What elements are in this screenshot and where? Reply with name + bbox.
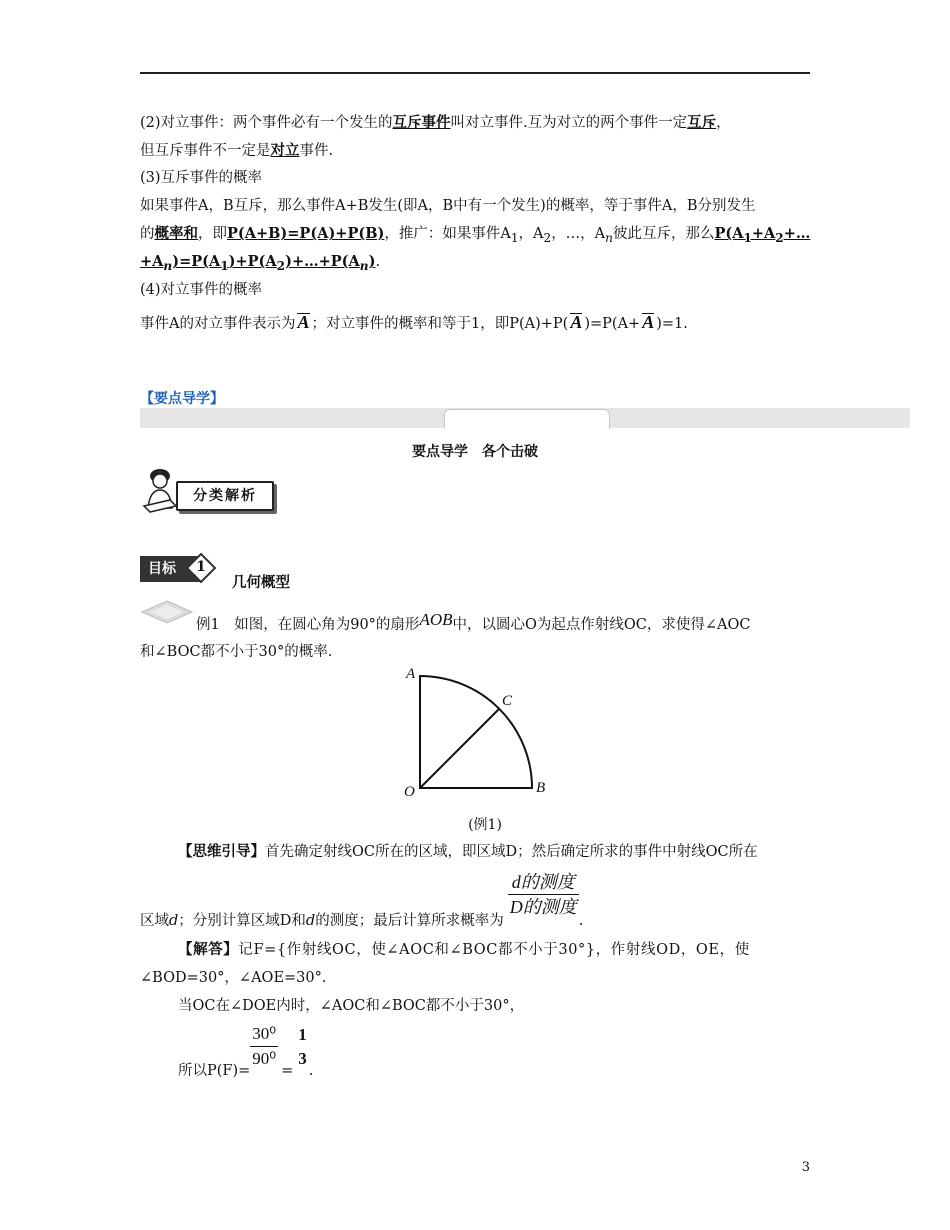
complement-a-symbol: A bbox=[297, 312, 310, 332]
formula-generalized-start bbox=[714, 225, 811, 245]
text: 彼此互斥，那么 bbox=[612, 226, 715, 242]
keyword-complementary: 对立 bbox=[270, 142, 300, 159]
subscript: n bbox=[605, 230, 613, 245]
text: 事件. bbox=[299, 143, 334, 159]
section2-line1 bbox=[140, 113, 731, 133]
target-label: 目标 bbox=[140, 556, 200, 582]
text: . bbox=[578, 913, 584, 929]
figure-caption: (例1) bbox=[468, 817, 502, 833]
category-badge bbox=[176, 481, 274, 511]
text: . bbox=[308, 1063, 314, 1079]
fraction-numerator: 30⁰ bbox=[250, 1022, 278, 1047]
complement-a-symbol: A bbox=[642, 312, 655, 332]
target-number: 1 bbox=[196, 559, 206, 575]
section3-line3 bbox=[140, 252, 380, 276]
target-number-badge bbox=[186, 553, 216, 583]
text: +… bbox=[783, 225, 811, 242]
text: 的 bbox=[140, 226, 155, 242]
complement-a-symbol: A bbox=[570, 312, 583, 332]
target-title: 几何概型 bbox=[232, 575, 290, 591]
thinking-line2-text bbox=[140, 909, 504, 933]
text: 中，以圆心O为起点作射线OC，求使得∠AOC bbox=[452, 617, 751, 633]
diamond-bullet-icon bbox=[140, 599, 194, 625]
subscript: n bbox=[163, 258, 173, 273]
page-number: 3 bbox=[801, 1160, 810, 1175]
measure-fraction bbox=[508, 870, 579, 919]
label-c: C bbox=[502, 693, 513, 709]
label-o: O bbox=[404, 784, 415, 800]
text: )=1. bbox=[656, 316, 688, 332]
fraction-numerator: d的测度 bbox=[508, 870, 579, 895]
category-badge-label: 分类解析 bbox=[193, 488, 257, 504]
fraction-denominator: D的测度 bbox=[509, 897, 577, 917]
text: 例1 如图，在圆心角为90°的扇形 bbox=[196, 617, 420, 633]
region-d: d bbox=[169, 913, 179, 929]
label-b: B bbox=[536, 780, 546, 796]
text: = bbox=[281, 1063, 294, 1079]
text: +A bbox=[140, 253, 164, 270]
text: )=P(A+ bbox=[584, 316, 641, 332]
keyword-sum-of-probabilities: 概率和 bbox=[154, 225, 198, 242]
solution-line4 bbox=[178, 1022, 314, 1079]
thinking-label: 【思维引导】 bbox=[178, 843, 265, 860]
student-mascot-icon bbox=[140, 466, 180, 516]
text: )=P(A bbox=[172, 253, 221, 270]
text: 但互斥事件不一定是 bbox=[140, 143, 271, 159]
section3-line1: 如果事件A，B互斥，那么事件A+B发生(即A，B中有一个发生)的概率，等于事件A，B分别发生 bbox=[140, 198, 756, 214]
section4-line1 bbox=[140, 312, 688, 334]
text: . bbox=[375, 254, 381, 270]
label-a: A bbox=[406, 666, 416, 682]
text: +A bbox=[751, 225, 776, 242]
text: 的测度；最后计算所求概率为 bbox=[315, 913, 504, 929]
fraction-numerator: 1 bbox=[298, 1024, 307, 1044]
text: ，…，A bbox=[551, 226, 606, 242]
text: ；对立事件的概率和等于1，即P(A)+P( bbox=[311, 316, 569, 332]
example-line2: 和∠BOC都不小于30°的概率. bbox=[140, 644, 333, 660]
text: )+…+P(A bbox=[285, 253, 360, 270]
example-line1 bbox=[196, 610, 751, 635]
text: P(A bbox=[714, 225, 744, 242]
formula-addition-rule: P(A+B)=P(A)+P(B) bbox=[227, 225, 385, 242]
text: ) bbox=[368, 253, 376, 270]
sector-name: AOB bbox=[419, 610, 453, 629]
text: 首先确定射线OC所在的区域，即区域D；然后确定所求的事件中射线OC所在 bbox=[265, 844, 758, 860]
text: 区域 bbox=[140, 913, 169, 929]
thinking-line2 bbox=[140, 870, 584, 929]
banner-title: 要点导学 各个击破 bbox=[412, 444, 538, 460]
solution-label: 【解答】 bbox=[178, 941, 239, 958]
text: )+P(A bbox=[228, 253, 277, 270]
text: 记F={作射线OC，使∠AOC和∠BOC都不小于30°}，作射线OD，OE，使 bbox=[238, 942, 750, 958]
keyword-mutually-exclusive: 互斥事件 bbox=[392, 114, 451, 131]
fraction-denominator: 3 bbox=[298, 1048, 307, 1068]
subscript: n bbox=[359, 258, 369, 273]
text: 事件A的对立事件表示为 bbox=[140, 316, 296, 332]
result-fraction bbox=[296, 1023, 309, 1071]
text: ，推广：如果事件A bbox=[384, 226, 511, 242]
section3-line2 bbox=[140, 224, 810, 248]
fraction-denominator: 90⁰ bbox=[252, 1049, 277, 1068]
solution-line1 bbox=[178, 940, 750, 960]
subscript: 1 bbox=[510, 230, 519, 245]
banner-tab bbox=[444, 409, 610, 429]
text: ，即 bbox=[198, 226, 227, 242]
sector-figure bbox=[398, 664, 558, 804]
subscript: 1 bbox=[743, 230, 752, 245]
key-points-label: 【要点导学】 bbox=[140, 391, 224, 407]
text: 叫对立事件.互为对立的两个事件一定 bbox=[450, 115, 688, 131]
thinking-line1 bbox=[178, 842, 758, 862]
solution-line3: 当OC在∠DOE内时，∠AOC和∠BOC都不小于30°， bbox=[178, 998, 525, 1014]
region-d: d bbox=[305, 913, 316, 929]
text: ， bbox=[716, 115, 731, 131]
subscript: 2 bbox=[276, 258, 286, 273]
keyword-exclusive: 互斥 bbox=[687, 114, 717, 131]
section4-heading: (4)对立事件的概率 bbox=[140, 282, 263, 298]
text: ，A bbox=[518, 226, 544, 242]
angle-fraction bbox=[250, 1022, 278, 1071]
text: (2)对立事件：两个事件必有一个发生的 bbox=[140, 115, 393, 131]
subscript: 2 bbox=[543, 230, 552, 245]
section2-line2 bbox=[140, 141, 333, 161]
text: 所以P(F)= bbox=[178, 1063, 251, 1079]
solution-line2: ∠BOD=30°，∠AOE=30°. bbox=[140, 970, 327, 986]
subscript: 2 bbox=[775, 230, 784, 245]
formula-generalized-end bbox=[140, 253, 376, 273]
section3-heading: (3)互斥事件的概率 bbox=[140, 170, 263, 186]
text: ；分别计算区域D和 bbox=[178, 913, 306, 929]
header-rule bbox=[140, 72, 810, 74]
subscript: 1 bbox=[220, 258, 229, 273]
